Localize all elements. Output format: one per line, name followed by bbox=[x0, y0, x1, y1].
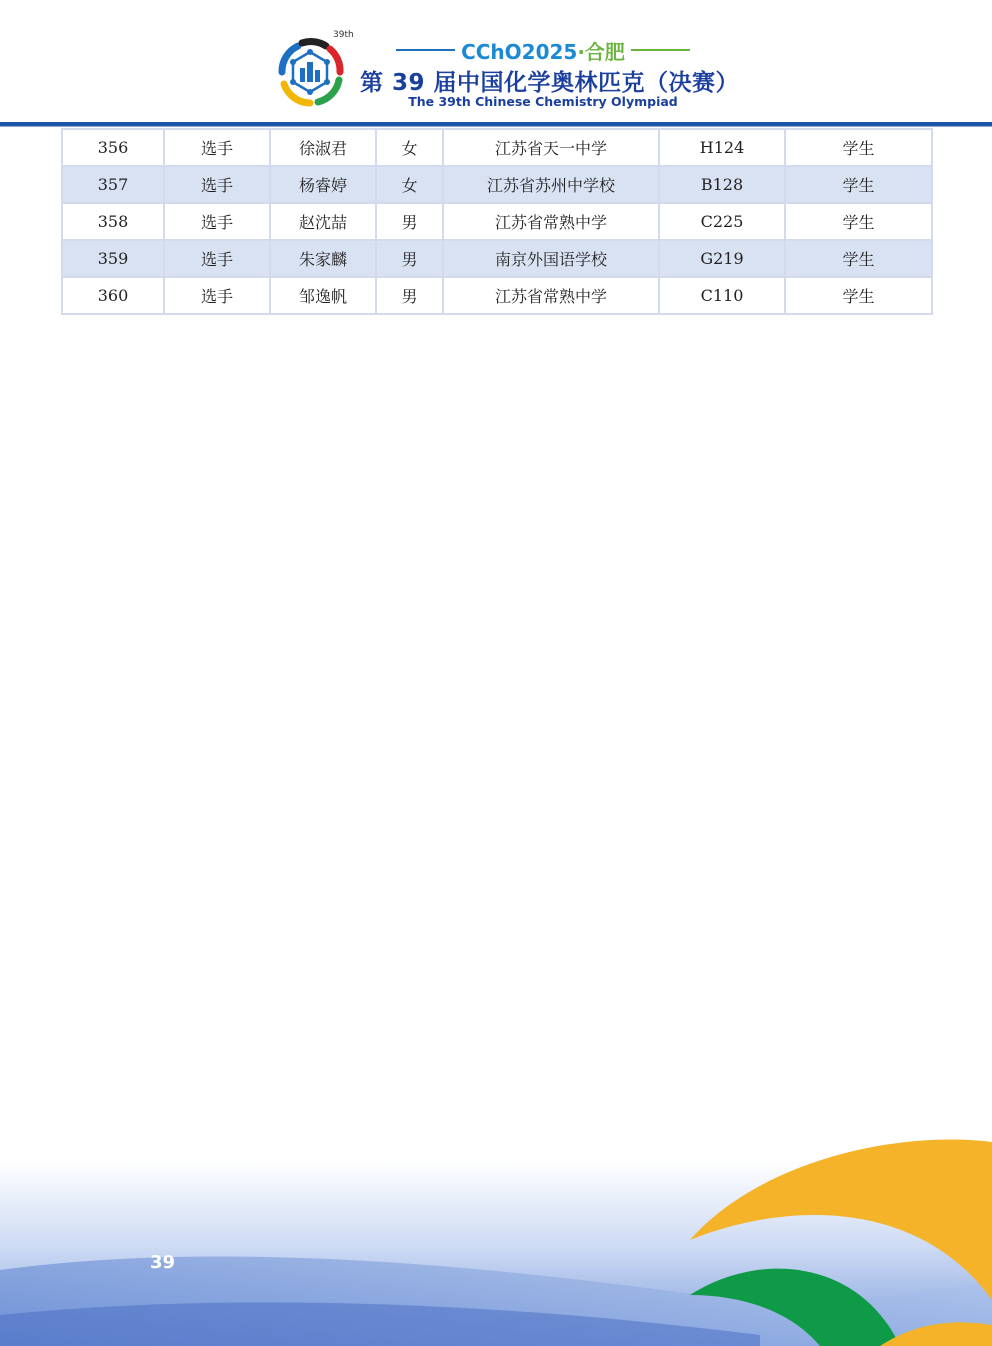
cell-no: 358 bbox=[62, 203, 164, 240]
table-row bbox=[62, 129, 932, 166]
cell-role: 选手 bbox=[164, 277, 270, 314]
cell-gender: 男 bbox=[376, 203, 443, 240]
brand-line bbox=[396, 38, 690, 62]
cell-category: 学生 bbox=[785, 240, 932, 277]
brand-rule-left bbox=[396, 49, 455, 51]
cell-gender: 女 bbox=[376, 166, 443, 203]
roster-table bbox=[61, 128, 933, 315]
cell-name: 赵沈喆 bbox=[270, 203, 376, 240]
table-row bbox=[62, 166, 932, 203]
cell-no: 356 bbox=[62, 129, 164, 166]
cell-category: 学生 bbox=[785, 203, 932, 240]
cell-school: 江苏省天一中学 bbox=[443, 129, 659, 166]
cell-school: 江苏省苏州中学校 bbox=[443, 166, 659, 203]
cell-no: 360 bbox=[62, 277, 164, 314]
logo-superscript: 39th bbox=[333, 30, 354, 40]
cell-code: C110 bbox=[659, 277, 785, 314]
table-row bbox=[62, 240, 932, 277]
table-row bbox=[62, 203, 932, 240]
cell-no: 359 bbox=[62, 240, 164, 277]
cell-name: 杨睿婷 bbox=[270, 166, 376, 203]
cell-role: 选手 bbox=[164, 129, 270, 166]
header-divider-thin bbox=[0, 126, 992, 127]
cell-role: 选手 bbox=[164, 240, 270, 277]
cell-no: 357 bbox=[62, 166, 164, 203]
cell-code: B128 bbox=[659, 166, 785, 203]
cell-code: C225 bbox=[659, 203, 785, 240]
page-title-cn: 第 39 届中国化学奥林匹克（决赛） bbox=[360, 70, 740, 96]
ccho-emblem-icon bbox=[268, 30, 352, 114]
page-title-en: The 39th Chinese Chemistry Olympiad bbox=[408, 94, 678, 109]
cell-role: 选手 bbox=[164, 203, 270, 240]
brand-rule-right bbox=[631, 49, 690, 51]
cell-role: 选手 bbox=[164, 166, 270, 203]
cell-school: 江苏省常熟中学 bbox=[443, 203, 659, 240]
cell-gender: 男 bbox=[376, 277, 443, 314]
cell-school: 江苏省常熟中学 bbox=[443, 277, 659, 314]
table-row bbox=[62, 277, 932, 314]
page-number: 39 bbox=[150, 1252, 176, 1273]
cell-name: 朱家麟 bbox=[270, 240, 376, 277]
brand-city: ·合肥 bbox=[577, 39, 625, 64]
roster-body bbox=[62, 129, 932, 314]
cell-code: H124 bbox=[659, 129, 785, 166]
footer-decoration bbox=[0, 1120, 992, 1346]
cell-gender: 男 bbox=[376, 240, 443, 277]
page-header bbox=[0, 0, 992, 128]
cell-category: 学生 bbox=[785, 166, 932, 203]
cell-gender: 女 bbox=[376, 129, 443, 166]
cell-name: 邹逸帆 bbox=[270, 277, 376, 314]
cell-code: G219 bbox=[659, 240, 785, 277]
cell-category: 学生 bbox=[785, 277, 932, 314]
cell-category: 学生 bbox=[785, 129, 932, 166]
cell-name: 徐淑君 bbox=[270, 129, 376, 166]
brand-text bbox=[455, 36, 631, 65]
cell-school: 南京外国语学校 bbox=[443, 240, 659, 277]
brand-name: CChO2025 bbox=[461, 39, 578, 64]
